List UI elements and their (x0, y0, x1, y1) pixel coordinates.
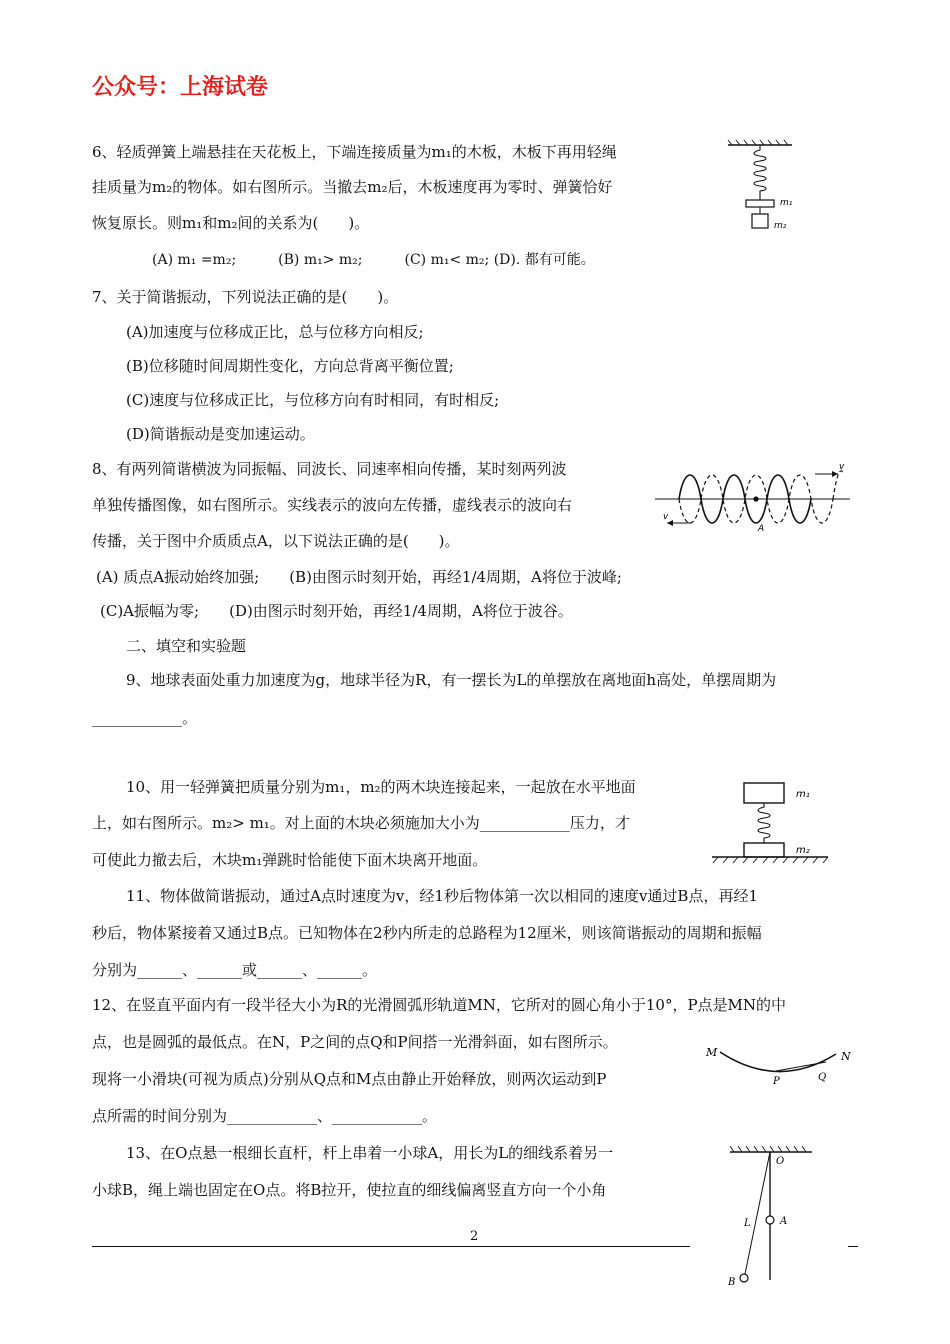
header-title: 公众号：上海试卷 (92, 75, 269, 100)
pend-fig-a: A (780, 1216, 788, 1227)
block-fig-m2-label: m₂ (796, 845, 810, 856)
q12-line-3: 现将一小滑块(可视为质点)分别从Q点和M点由静止开始释放，则两次运动到P (92, 1070, 607, 1088)
q10-line-3: 可使此力撤去后，木块m₁弹跳时恰能使下面木块离开地面。 (92, 851, 488, 869)
q13-line-1: 13、在O点悬一根细长直杆，杆上串着一小球A，用长为L的细线系着另一 (126, 1144, 614, 1162)
q10-line-1: 10、用一轻弹簧把质量分别为m₁，m₂的两木块连接起来，一起放在水平地面 (126, 778, 636, 796)
q7-option-d: (D)简谐振动是变加速运动。 (126, 425, 315, 443)
arc-fig-p: P (773, 1076, 780, 1087)
q7-option-c: (C)速度与位移成正比，与位移方向有时相同，有时相反; (126, 391, 500, 409)
wave-fig-a: A (758, 524, 765, 534)
q12-line-4: 点所需的时间分别为____________、____________。 (92, 1107, 438, 1125)
pend-fig-o: O (776, 1156, 785, 1167)
page-number: 2 (470, 1229, 479, 1244)
arc-fig-n: N (841, 1050, 851, 1063)
section-2-title: 二、填空和实验题 (126, 637, 247, 655)
q6-options: (A) m₁ =m₂; (B) m₁> m₂; (C) m₁< m₂; (D). 都有可能。 (152, 252, 595, 268)
arc-track-figure (700, 1040, 860, 1090)
spring-fig-m2-label: m₂ (774, 221, 787, 231)
q12-line-2: 点，也是圆弧的最低点。在N，P之间的点Q和P间搭一光滑斜面，如右图所示。 (92, 1033, 618, 1051)
arc-fig-m: M (706, 1046, 718, 1059)
q8-line-3: 传播，关于图中介质质点A，以下说法正确的是( )。 (92, 532, 460, 550)
q11-line-1: 11、物体做简谐振动，通过A点时速度为v，经1秒后物体第一次以相同的速度v通过B点，再经1 (126, 887, 758, 905)
q6-line-3: 恢复原长。则m₁和m₂间的关系为( )。 (92, 214, 370, 232)
arc-fig-q: Q (818, 1072, 827, 1083)
q8-options-cd: (C)A振幅为零; (D)由图示时刻开始，再经1/4周期，A将位于波谷。 (100, 602, 573, 620)
wave-fig-v-right: v (839, 462, 845, 472)
pendulum-rod-figure (722, 1140, 822, 1290)
spring-board-figure (722, 138, 798, 238)
footer-rule (92, 1246, 690, 1247)
q6-line-1: 6、轻质弹簧上端悬挂在天花板上，下端连接质量为m₁的木板，木板下再用轻绳 (92, 143, 617, 161)
q7-option-a: (A)加速度与位移成正比，总与位移方向相反; (126, 323, 424, 341)
two-block-spring-figure (710, 775, 840, 875)
q8-options-ab: (A) 质点A振动始终加强; (B)由图示时刻开始，再经1/4周期，A将位于波峰; (96, 568, 622, 586)
wave-fig-v-left: v (663, 512, 669, 522)
q12-line-1: 12、在竖直平面内有一段半径大小为R的光滑圆弧形轨道MN，它所对的圆心角小于10°，P点是MN的中 (92, 996, 787, 1014)
q11-line-2: 秒后，物体紧接着又通过B点。已知物体在2秒内所走的总路程为12厘米，则该简谐振动的周期和振幅 (92, 924, 762, 942)
footer-rule-right (848, 1246, 858, 1247)
q11-line-3: 分别为______、______或______、______。 (92, 961, 378, 979)
q7-stem: 7、关于简谐振动，下列说法正确的是( )。 (92, 288, 399, 306)
spring-fig-m1-label: m₁ (780, 198, 793, 208)
q8-line-1: 8、有两列简谐横波为同振幅、同波长、同速率相向传播，某时刻两列波 (92, 460, 567, 478)
q8-line-2: 单独传播图像，如右图所示。实线表示的波向左传播，虚线表示的波向右 (92, 496, 573, 514)
block-fig-m1-label: m₁ (796, 789, 810, 800)
q9-line-2: ____________。 (92, 709, 198, 727)
wave-figure (655, 457, 850, 537)
q9-line-1: 9、地球表面处重力加速度为g，地球半径为R，有一摆长为L的单摆放在离地面h高处，单摆周期为 (126, 671, 777, 689)
pend-fig-l: L (744, 1218, 751, 1229)
q7-option-b: (B)位移随时间周期性变化，方向总背离平衡位置; (126, 357, 454, 375)
q6-line-2: 挂质量为m₂的物体。如右图所示。当撤去m₂后，木板速度再为零时、弹簧恰好 (92, 178, 613, 196)
q10-line-2: 上，如右图所示。m₂> m₁。对上面的木块必须施加大小为____________压力，才 (92, 814, 630, 832)
pend-fig-b: B (728, 1277, 736, 1288)
q13-line-2: 小球B，绳上端也固定在O点。将B拉开，使拉直的细线偏离竖直方向一个小角 (92, 1181, 607, 1199)
